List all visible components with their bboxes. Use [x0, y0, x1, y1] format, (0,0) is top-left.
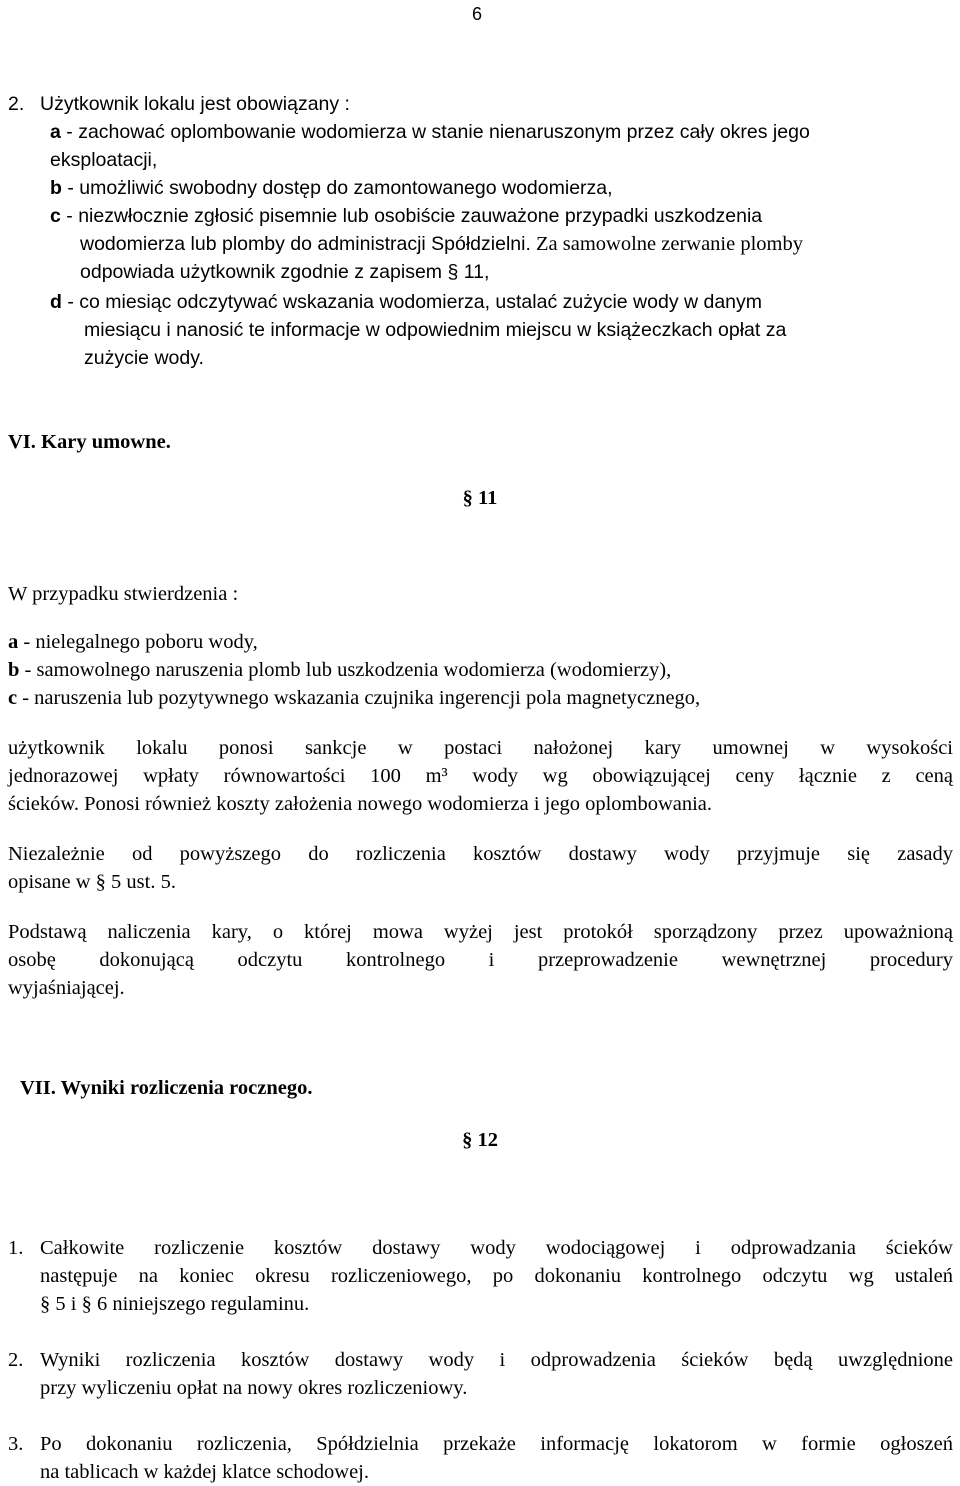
obligation-a-cont: eksploatacji, — [50, 149, 158, 171]
regardless-line-1: Niezależnie od powyższego do rozliczenia kosztów dostawy wody przyjmuje się zasady — [8, 843, 953, 865]
obligation-d-label: d — [50, 291, 62, 313]
penalty-line-1: użytkownik lokalu ponosi sankcje w postaci nałożonej kary umownej w wysokości — [8, 737, 953, 759]
obligation-b-text: - umożliwić swobodny dostęp do zamontowanego wodomierza, — [61, 177, 613, 199]
case-c-text: - naruszenia lub pozytywnego wskazania czujnika ingerencji pola magnetycznego, — [17, 687, 701, 709]
heading-vii: VII. Wyniki rozliczenia rocznego. — [20, 1077, 313, 1099]
case-intro: W przypadku stwierdzenia : — [8, 583, 239, 605]
basis-line-3: wyjaśniającej. — [8, 977, 125, 999]
page-number: 6 — [472, 4, 483, 24]
obligation-d-text: - co miesiąc odczytywać wskazania wodomierza, ustalać zużycie wody w danym — [61, 291, 763, 313]
section-number: 2. — [8, 93, 25, 115]
obligation-c-cont — [80, 230, 803, 258]
item-1-line-2: następuje na koniec okresu rozliczeniowego, po dokonaniu kontrolnego odczytu wg ustaleń — [40, 1265, 953, 1287]
item-1-line-1: Całkowite rozliczenie kosztów dostawy wody wodociągowej i odprowadzania ścieków — [40, 1237, 953, 1259]
case-a — [8, 628, 258, 656]
obligation-d-cont2: zużycie wody. — [84, 347, 204, 369]
case-a-label: a — [8, 631, 19, 653]
obligation-c — [50, 202, 762, 230]
obligation-a — [50, 118, 810, 146]
item-2-number: 2. — [8, 1349, 24, 1371]
heading-vi: VI. Kary umowne. — [8, 431, 171, 453]
basis-line-2: osobę dokonującą odczytu kontrolnego i przeprowadzenie wewnętrznej procedury — [8, 949, 953, 971]
case-b-text: - samowolnego naruszenia plomb lub uszkodzenia wodomierza (wodomierzy), — [19, 659, 672, 681]
item-1-line-3: § 5 i § 6 niniejszego regulaminu. — [40, 1293, 310, 1315]
paragraph-12: § 12 — [462, 1129, 498, 1151]
item-3-line-1: Po dokonaniu rozliczenia, Spółdzielnia przekaże informację lokatorom w formie ogłoszeń — [40, 1433, 953, 1455]
obligation-b — [50, 174, 613, 202]
obligation-a-text: - zachować oplombowanie wodomierza w stanie nienaruszonym przez cały okres jego — [60, 121, 810, 143]
obligation-d — [50, 288, 762, 316]
obligation-c-text-serif: Za samowolne zerwanie plomby — [530, 233, 803, 255]
obligation-d-cont: miesiącu i nanosić te informacje w odpowiednim miejscu w książeczkach opłat za — [84, 319, 787, 341]
paragraph-11: § 11 — [462, 487, 498, 509]
case-c-label: c — [8, 687, 18, 709]
obligation-c-text-sans: wodomierza lub plomby do administracji Spółdzielni. — [80, 233, 531, 255]
obligation-c-label: c — [50, 205, 61, 227]
case-a-text: - nielegalnego poboru wody, — [18, 631, 258, 653]
penalty-line-3: ścieków. Ponosi również koszty założenia nowego wodomierza i jego oplombowania. — [8, 793, 713, 815]
obligation-a-label: a — [50, 121, 61, 143]
basis-line-1: Podstawą naliczenia kary, o której mowa wyżej jest protokół sporządzony przez upoważnioną — [8, 921, 953, 943]
item-3-number: 3. — [8, 1433, 24, 1455]
case-c — [8, 684, 700, 712]
item-3-line-2: na tablicach w każdej klatce schodowej. — [40, 1461, 369, 1483]
case-b-label: b — [8, 659, 20, 681]
item-2-line-2: przy wyliczeniu opłat na nowy okres rozliczeniowy. — [40, 1377, 468, 1399]
obligation-c-cont2: odpowiada użytkownik zgodnie z zapisem § 11, — [80, 261, 490, 283]
obligation-c-text: - niezwłocznie zgłosić pisemnie lub osobiście zauważone przypadki uszkodzenia — [60, 205, 763, 227]
section-intro: Użytkownik lokalu jest obowiązany : — [40, 93, 350, 115]
obligation-b-label: b — [50, 177, 62, 199]
item-2-line-1: Wyniki rozliczenia kosztów dostawy wody i odprowadzenia ścieków będą uwzględnione — [40, 1349, 953, 1371]
case-b — [8, 656, 671, 684]
penalty-line-2: jednorazowej wpłaty równowartości 100 m³ wody wg obowiązującej ceny łącznie z ceną — [8, 765, 953, 787]
item-1-number: 1. — [8, 1237, 24, 1259]
regardless-line-2: opisane w § 5 ust. 5. — [8, 871, 176, 893]
